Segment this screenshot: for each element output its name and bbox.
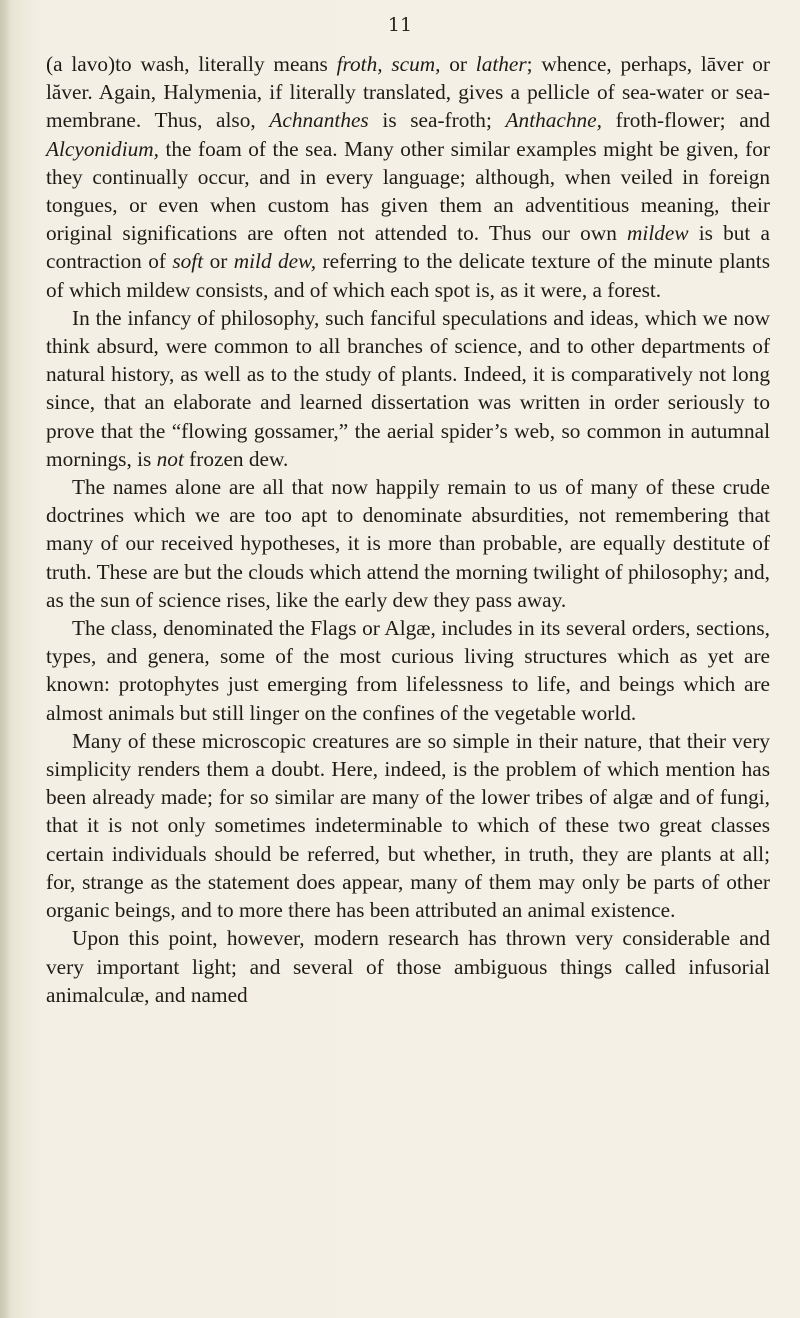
paragraph [46,727,770,924]
paragraph [46,304,770,473]
text-run: The names alone are all that now happily remain to us of many of these crude doctrines which we are too apt to denominate absurdities, not remembering that many of our received hypotheses, it is more than probable, are equally destitute of truth. These are but the clouds which attend the morning twilight of philosophy; and, as the sun of science rises, like the early dew they pass away. [46,475,770,612]
italic-term: mildew [627,221,689,246]
italic-term: not [156,446,184,471]
italic-term: soft [172,249,204,274]
text-run: the foam of the sea. Many other similar examples might be given, for they continually occur, and in every language; although, when veiled in foreign tongues, or even when custom has given them an adventitious meaning, their original significations are often not attended to. Thus our own [46,136,770,246]
text-run: frozen dew. [183,446,289,471]
page-edge-shadow [0,0,10,1318]
italic-term: Anthachne, [505,108,602,133]
text-run: is sea-froth; [368,108,506,133]
text-run: referring to the delicate texture of the minute plants of which mildew consists, and of which each spot is, as it were, a forest. [46,249,770,302]
page-number: 11 [387,14,413,36]
text-run: or [440,52,476,76]
italic-term: Achnanthes [269,108,369,133]
paragraph [46,614,770,727]
text-run: froth-flower; and [601,108,770,133]
paragraph [46,924,770,1009]
italic-term: Alcyonidium, [46,136,159,161]
text-run: ; whence, perhaps, lāver or lăver. Again, Halymenia, if literally translated, gives a pellicle of sea-water or sea-membrane. Thus, also, [46,52,770,133]
italic-term: lather [475,52,527,76]
italic-term: froth, scum, [336,52,441,76]
text-run: In the infancy of philosophy, such fanciful speculations and ideas, which we now think absurd, were common to all branches of science, and to other departments of natural history, as well as to the study of plants. Indeed, it is comparatively not long since, that an elaborate and learned dissertation was written in order seriously to prove that the “flowing gossamer,” the aerial spider’s web, so common in autumnal mornings, is [46,305,770,471]
paragraph [46,473,770,614]
text-run: Upon this point, however, modern research has thrown very considerable and very important light; and several of those ambiguous things called infusorial animalculæ, and named [46,926,770,1007]
text-run: Many of these microscopic creatures are so simple in their nature, that their very simplicity renders them a doubt. Here, indeed, is the problem of which mention has been already made; for so similar are many of the lower tribes of algæ and of fungi, that it is not only sometimes indeterminable to which of these two great classes certain individuals should be referred, but whether, in truth, they are plants at all; for, strange as the statement does appear, many of them may only be parts of other organic beings, and to more there has been attributed an animal existence. [46,728,770,923]
italic-term: mild dew, [233,249,317,274]
body-text [46,50,770,1009]
text-run: is but a contraction of [46,221,770,274]
text-run: or [203,249,234,274]
paragraph [46,50,770,304]
text-run: (a lavo)to wash, literally means [46,52,337,76]
text-run: The class, denominated the Flags or Algæ, includes in its several orders, sections, types, and genera, some of the most curious living structures which as yet are known: protophytes just emerging from lifelessness to life, and beings which are almost animals but still linger on the confines of the vegetable world. [46,616,770,725]
